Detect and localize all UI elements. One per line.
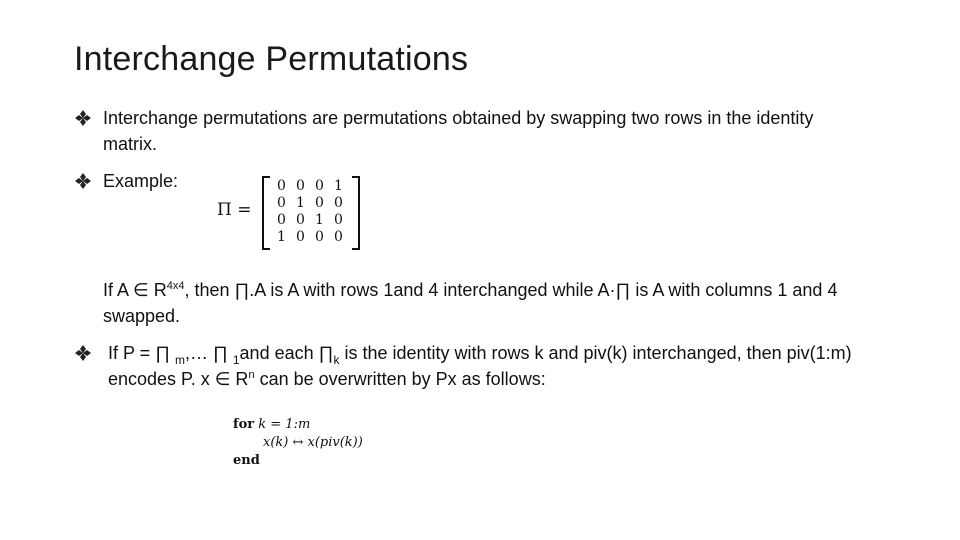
matrix-cell: 0 (277, 195, 286, 211)
subscript: 1 (232, 353, 240, 367)
text-run: can be overwritten by Px as follows: (254, 369, 546, 389)
matrix-cell: 0 (296, 229, 305, 245)
matrix-cell: 0 (296, 212, 305, 228)
matrix-cell: 1 (296, 195, 305, 211)
matrix-cell: 0 (315, 178, 324, 194)
matrix-cell: 1 (315, 212, 324, 228)
matrix-cell: 0 (296, 178, 305, 194)
matrix-cell: 0 (334, 212, 343, 228)
text-run: If A ∈ R (103, 280, 167, 300)
text-run: and each ∏ (239, 343, 334, 363)
matrix-row (272, 178, 348, 195)
matrix-cell: 1 (334, 178, 343, 194)
matrix-right-bracket (352, 176, 360, 250)
superscript: n (248, 369, 255, 381)
algorithm-line (233, 416, 363, 434)
matrix-cell: 0 (277, 212, 286, 228)
matrix-row (272, 229, 348, 246)
matrix-row (272, 195, 348, 212)
permutation-matrix (262, 176, 360, 248)
slide-title: Interchange Permutations (74, 40, 469, 78)
diamond-bullet-icon (74, 109, 92, 127)
text-run: If P = ∏ (108, 343, 176, 363)
diamond-bullet-icon (74, 172, 92, 190)
algorithm-block (233, 416, 363, 470)
matrix-grid (272, 178, 348, 246)
bullet-text-example: Example: (103, 171, 179, 191)
matrix-cell: 0 (334, 229, 343, 245)
algorithm-body: x(k) ↔ x(piv(k)) (263, 435, 363, 450)
matrix-cell: 0 (334, 195, 343, 211)
paragraph-interchange-effect (103, 277, 903, 329)
superscript: 4x4 (166, 280, 185, 292)
bullet-text-product (108, 340, 898, 392)
matrix-cell: 0 (315, 195, 324, 211)
text-run: ,… ∏ (185, 343, 233, 363)
matrix-label: Π = (217, 200, 252, 220)
text-run: , then ∏.A is A with rows 1and 4 interchanged while A·∏ is A with columns 1 and 4 swapped. (103, 280, 838, 326)
matrix-row (272, 212, 348, 229)
matrix-cell: 0 (277, 178, 286, 194)
keyword-end: end (233, 453, 260, 468)
matrix-cell: 1 (277, 229, 286, 245)
loop-range: k = 1:m (258, 417, 311, 432)
subscript: k (333, 353, 340, 367)
subscript: m (175, 353, 186, 367)
matrix-cell: 0 (315, 229, 324, 245)
text-run: is the identity with rows k and piv(k) interchanged, then piv(1:m) encodes P. x ∈ R (108, 343, 852, 389)
bullet-text-definition: Interchange permutations are permutations obtained by swapping two rows in the identity matrix. (103, 108, 814, 154)
keyword-for: for (233, 417, 255, 432)
matrix-left-bracket (262, 176, 270, 250)
diamond-bullet-icon (74, 344, 92, 362)
